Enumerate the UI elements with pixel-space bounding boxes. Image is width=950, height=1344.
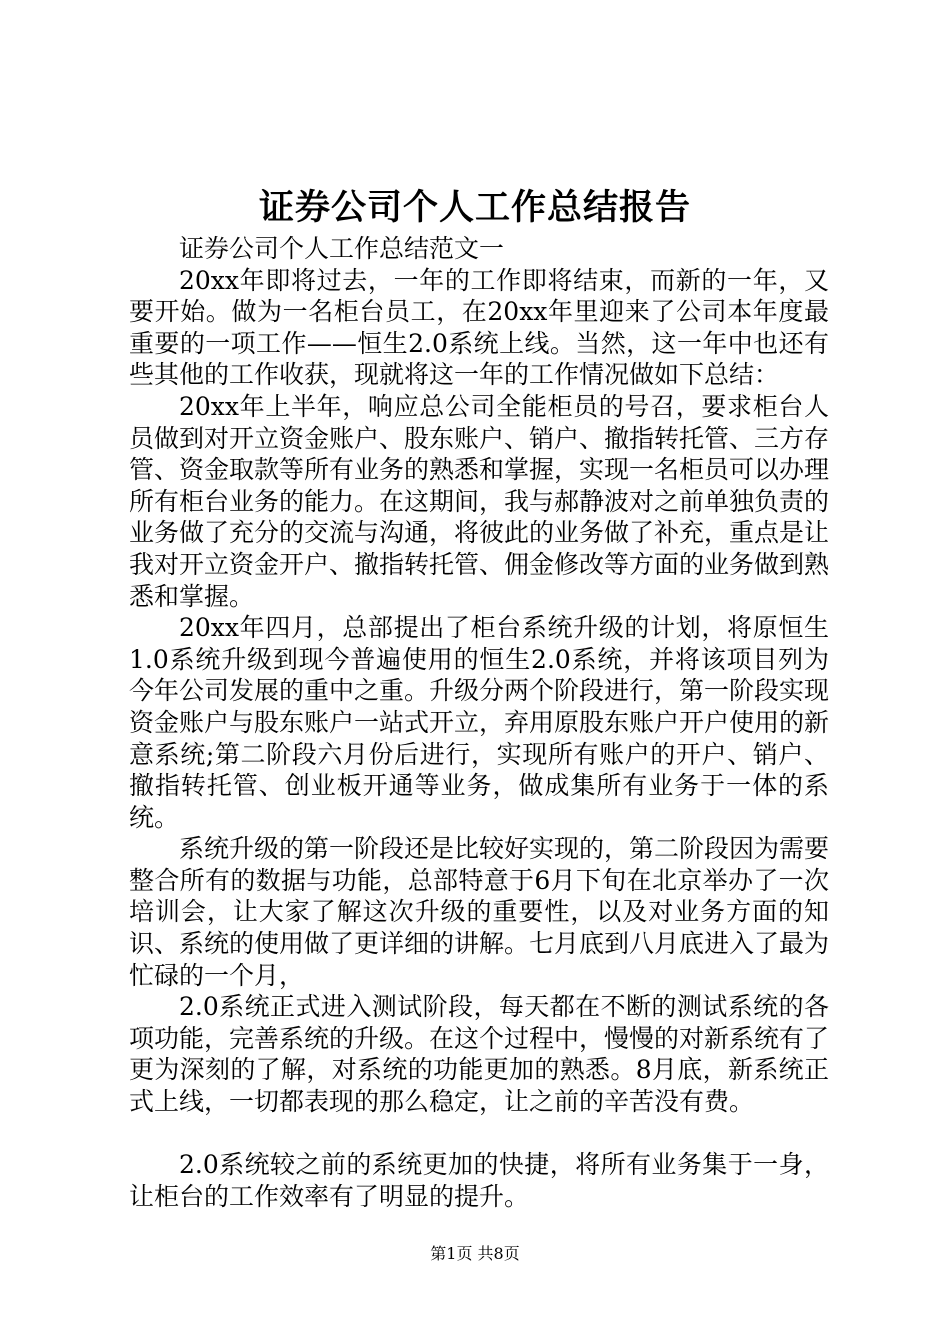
document-body xyxy=(129,233,829,1212)
paragraph-testing: 2.0系统正式进入测试阶段，每天都在不断的测试系统的各项功能，完善系统的升级。在这个过程中，慢慢的对新系统有了更为深刻的了解，对系统的功能更加的熟悉。8月底，新系统正式上线，一切都表现的那么稳定，让之前的辛苦没有费。 xyxy=(129,992,830,1117)
paragraph-upgrade-phases: 系统升级的第一阶段还是比较好实现的，第二阶段因为需要整合所有的数据与功能，总部特意于6月下旬在北京举办了一次培训会，让大家了解这次升级的重要性，以及对业务方面的知识、系统的使用做了更详细的讲解。七月底到八月底进入了最为忙碌的一个月， xyxy=(129,834,830,990)
document-title: 证券公司个人工作总结报告 xyxy=(258,187,691,228)
paragraph-subtitle: 证券公司个人工作总结范文一 xyxy=(179,234,505,263)
paragraph-efficiency: 2.0系统较之前的系统更加的快捷，将所有业务集于一身，让柜台的工作效率有了明显的提升。 xyxy=(129,1150,829,1211)
paragraph-april-plan: 20xx年四月，总部提出了柜台系统升级的计划，将原恒生1.0系统升级到现今普遍使用的恒生2.0系统，并将该项目列为今年公司发展的重中之重。升级分两个阶段进行，第一阶段实现资金账户与股东账户一站式开立，弃用原股东账户开户使用的新意系统;第二阶段六月份后进行，实现所有账户的开户、销户、撤指转托管、创业板开通等业务，做成集所有业务于一体的系统。 xyxy=(129,613,830,832)
paragraph-first-half: 20xx年上半年，响应总公司全能柜员的号召，要求柜台人员做到对开立资金账户、股东账户、销户、撤指转托管、三方存管、资金取款等所有业务的熟悉和掌握，实现一名柜员可以办理所有柜台业务的能力。在这期间，我与郝静波对之前单独负责的业务做了充分的交流与沟通，将彼此的业务做了补充，重点是让我对开立资金开户、撤指转托管、佣金修改等方面的业务做到熟悉和掌握。 xyxy=(129,391,830,611)
paragraph-intro: 20xx年即将过去，一年的工作即将结束，而新的一年，又要开始。做为一名柜台员工，在20xx年里迎来了公司本年度最重要的一项工作——恒生2.0系统上线。当然，这一年中也还有些其他的工作收获，现就将这一年的工作情况做如下总结： xyxy=(129,265,829,390)
page-number-footer: 第1页 共8页 xyxy=(430,1244,520,1263)
paragraph-spacer xyxy=(129,1118,829,1150)
